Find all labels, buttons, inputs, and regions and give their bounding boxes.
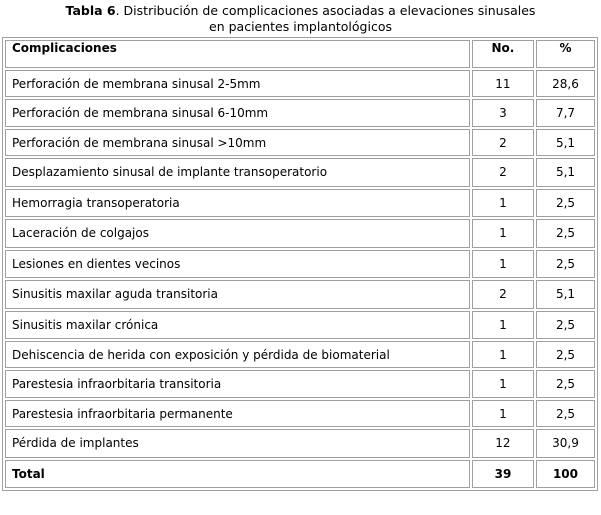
row-count: 12 [472,429,534,458]
table-row [5,189,595,217]
header-no: No. [472,40,534,68]
table-total-row [5,460,595,488]
row-percent: 7,7 [536,99,595,127]
row-count: 1 [472,400,534,427]
row-percent: 30,9 [536,429,595,458]
row-count: 1 [472,370,534,398]
row-label: Pérdida de implantes [5,429,470,458]
caption-label: Tabla 6 [65,3,116,18]
row-label: Sinusitis maxilar crónica [5,311,470,339]
row-percent: 5,1 [536,129,595,156]
row-percent: 2,5 [536,370,595,398]
table-row [5,311,595,339]
row-label: Desplazamiento sinusal de implante transoperatorio [5,158,470,187]
row-count: 1 [472,311,534,339]
table-row [5,280,595,309]
row-count: 11 [472,70,534,97]
row-label: Dehiscencia de herida con exposición y pérdida de biomaterial [5,341,470,368]
row-label: Perforación de membrana sinusal >10mm [5,129,470,156]
table-row [5,219,595,248]
row-percent: 2,5 [536,250,595,278]
table-row [5,99,595,127]
table-row [5,250,595,278]
row-label: Lesiones en dientes vecinos [5,250,470,278]
row-label: Perforación de membrana sinusal 6-10mm [5,99,470,127]
row-count: 1 [472,189,534,217]
caption-line-2: en pacientes implantológicos [209,19,392,34]
row-percent: 2,5 [536,311,595,339]
row-label: Hemorragia transoperatoria [5,189,470,217]
table-caption [0,3,601,35]
row-label: Sinusitis maxilar aguda transitoria [5,280,470,309]
table-row [5,341,595,368]
table-row [5,70,595,97]
caption-line-1 [0,3,601,19]
row-label: Laceración de colgajos [5,219,470,248]
table-row [5,370,595,398]
row-percent: 2,5 [536,400,595,427]
total-label: Total [5,460,470,488]
table-row [5,429,595,458]
row-percent: 28,6 [536,70,595,97]
row-label: Perforación de membrana sinusal 2-5mm [5,70,470,97]
row-percent: 2,5 [536,189,595,217]
row-count: 2 [472,280,534,309]
row-percent: 5,1 [536,158,595,187]
row-count: 2 [472,158,534,187]
row-count: 1 [472,219,534,248]
complications-table [2,37,598,491]
row-percent: 2,5 [536,341,595,368]
total-percent: 100 [536,460,595,488]
row-label: Parestesia infraorbitaria permanente [5,400,470,427]
row-count: 1 [472,341,534,368]
table-row [5,400,595,427]
row-count: 1 [472,250,534,278]
row-count: 2 [472,129,534,156]
caption-text: . Distribución de complicaciones asociadas a elevaciones sinusales [115,3,536,18]
table-header-row [5,40,595,68]
table-row [5,158,595,187]
table-row [5,129,595,156]
row-percent: 5,1 [536,280,595,309]
row-count: 3 [472,99,534,127]
header-percent: % [536,40,595,68]
header-complicaciones: Complicaciones [5,40,470,68]
total-count: 39 [472,460,534,488]
row-label: Parestesia infraorbitaria transitoria [5,370,470,398]
row-percent: 2,5 [536,219,595,248]
